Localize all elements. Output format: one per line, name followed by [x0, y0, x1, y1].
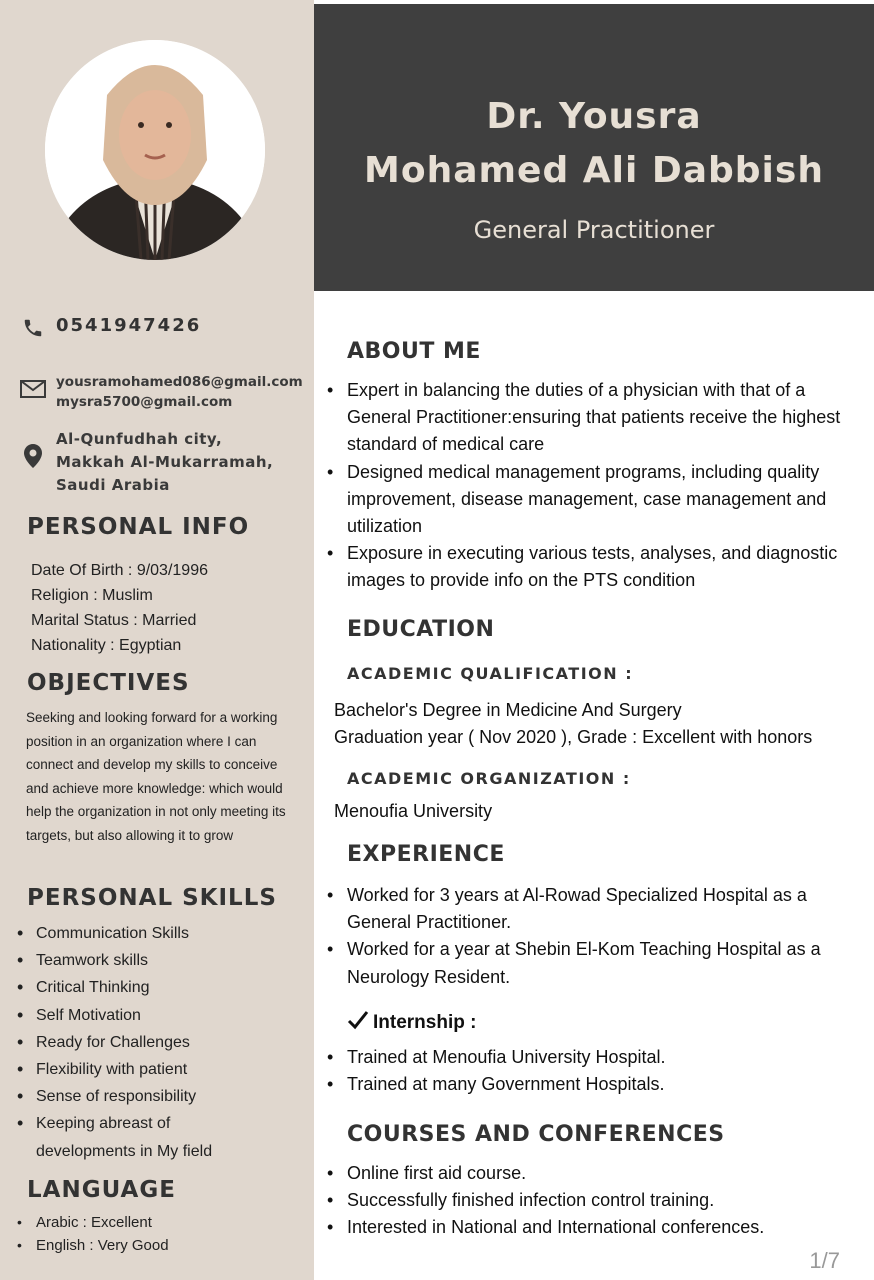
education-heading: EDUCATION: [347, 617, 495, 642]
language-item: • Arabic : Excellent: [14, 1211, 169, 1234]
skills-heading: PERSONAL SKILLS: [27, 885, 277, 911]
courses-heading: COURSES AND CONFERENCES: [347, 1122, 725, 1147]
phone-number[interactable]: 0541947426: [56, 315, 202, 336]
experience-item: • Worked for a year at Shebin El-Kom Teaching Hospital as a Neurology Resident.: [322, 936, 832, 990]
skill-item: • Keeping abreast of developments in My field: [14, 1110, 244, 1164]
internship-heading-row: [347, 1010, 476, 1036]
language-heading: LANGUAGE: [27, 1177, 176, 1203]
about-item: • Exposure in executing various tests, analyses, and diagnostic images to provide info on the PTS condition: [322, 540, 867, 594]
address-line-1: Al-Qunfudhah city,: [56, 430, 223, 448]
name-line-1: Dr. Yousra: [486, 96, 702, 137]
contact-phone: [20, 315, 201, 341]
skill-item: • Self Motivation: [14, 1002, 304, 1029]
contact-email: [20, 372, 303, 412]
objectives-heading: OBJECTIVES: [27, 670, 190, 696]
page-indicator: 1/7: [809, 1248, 840, 1273]
personal-info-heading: PERSONAL INFO: [27, 514, 250, 540]
courses-list: [322, 1160, 867, 1242]
experience-list: [322, 882, 832, 991]
info-item: Nationality : Egyptian: [31, 637, 182, 654]
internship-item: • Trained at many Government Hospitals.: [322, 1071, 867, 1098]
experience-heading: EXPERIENCE: [347, 842, 505, 867]
email-primary[interactable]: yousramohamed086@gmail.com: [56, 374, 303, 390]
internship-item: • Trained at Menoufia University Hospital.: [322, 1044, 867, 1071]
phone-icon: [20, 315, 46, 341]
personal-info-list: [31, 558, 208, 658]
academic-qualification-heading: ACADEMIC QUALIFICATION :: [347, 664, 634, 683]
internship-heading: Internship :: [373, 1012, 477, 1033]
course-item: • Online first aid course.: [322, 1160, 867, 1187]
envelope-icon: [20, 376, 46, 402]
address-line-2: Makkah Al-Mukarramah,: [56, 453, 274, 471]
name-line-2: Mohamed Ali Dabbish: [364, 150, 824, 191]
about-heading: ABOUT ME: [347, 339, 481, 364]
info-item: Religion : Muslim: [31, 587, 153, 604]
location-pin-icon: [20, 443, 46, 469]
info-item: Marital Status : Married: [31, 612, 197, 629]
course-item: • Interested in National and International conferences.: [322, 1214, 867, 1241]
skill-item: • Communication Skills: [14, 920, 304, 947]
full-name: [314, 90, 874, 198]
organization-name: Menoufia University: [334, 801, 493, 821]
job-title: General Practitioner: [473, 216, 715, 244]
skill-item: • Critical Thinking: [14, 974, 304, 1001]
academic-organization-heading: ACADEMIC ORGANIZATION :: [347, 769, 631, 788]
profile-photo: [45, 40, 265, 260]
about-item: • Designed medical management programs, including quality improvement, disease management, case management and utilization: [322, 459, 867, 541]
header-banner: [314, 4, 874, 291]
language-item: • English : Very Good: [14, 1234, 169, 1257]
skill-item: • Sense of responsibility: [14, 1083, 304, 1110]
check-icon: [347, 1010, 369, 1036]
about-list: [322, 377, 867, 595]
about-item: • Expert in balancing the duties of a physician with that of a General Practitioner:ensuring that patients receive the highest standard of medical care: [322, 377, 867, 459]
address-line-3: Saudi Arabia: [56, 476, 170, 494]
objectives-text: Seeking and looking forward for a working position in an organization where I can connect and develop my skills to conceive and achieve more knowledge: which would help the organization in not only meeting its targets, but also allowing it to grow: [26, 710, 286, 843]
email-secondary[interactable]: mysra5700@gmail.com: [56, 394, 233, 410]
experience-item: • Worked for 3 years at Al-Rowad Specialized Hospital as a General Practitioner.: [322, 882, 832, 936]
contact-address: [20, 428, 273, 497]
skill-item: • Flexibility with patient: [14, 1056, 304, 1083]
info-item: Date Of Birth : 9/03/1996: [31, 562, 208, 579]
qualification-graduation: Graduation year ( Nov 2020 ), Grade : Excellent with honors: [334, 727, 813, 747]
qualification-degree: Bachelor's Degree in Medicine And Surgery: [334, 700, 682, 720]
internship-list: [322, 1044, 867, 1098]
skills-list: [14, 920, 304, 1165]
course-item: • Successfully finished infection control training.: [322, 1187, 867, 1214]
skill-item: • Teamwork skills: [14, 947, 304, 974]
skill-item: • Ready for Challenges: [14, 1029, 304, 1056]
language-list: [14, 1211, 169, 1257]
